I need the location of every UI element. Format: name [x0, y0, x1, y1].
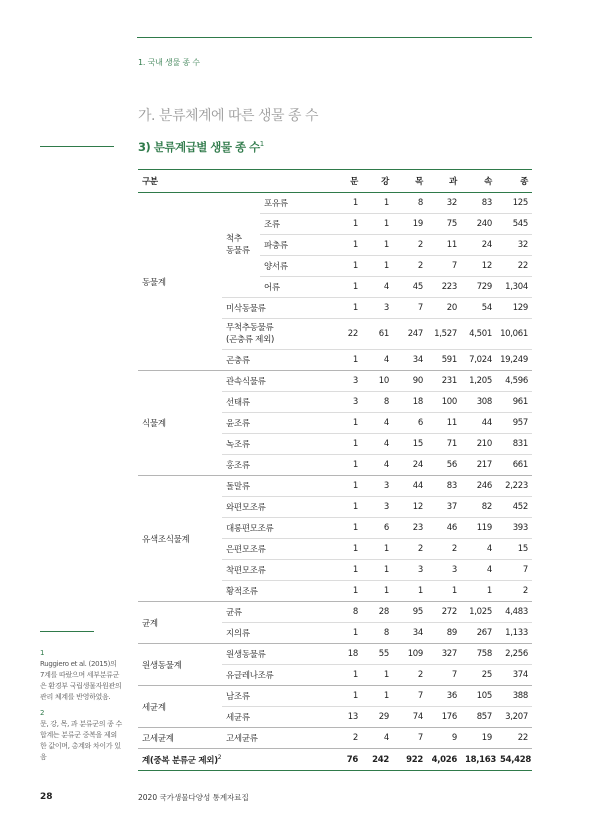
row-label: 균류: [222, 602, 331, 623]
cell-value: 8: [393, 193, 427, 214]
cell-value: 857: [461, 707, 496, 728]
cell-value: 1: [362, 256, 393, 277]
cell-value: 1: [331, 298, 362, 319]
cell-value: 267: [461, 623, 496, 644]
total-value: 76: [331, 749, 362, 771]
cell-value: 1,025: [461, 602, 496, 623]
cell-value: 3: [331, 371, 362, 392]
table-row: [138, 644, 532, 665]
cell-value: 1: [331, 350, 362, 371]
cell-value: 44: [393, 476, 427, 497]
row-label: 착편모조류: [222, 560, 331, 581]
cell-value: 388: [496, 686, 532, 707]
cell-value: 10,061: [496, 319, 532, 350]
cell-value: 105: [461, 686, 496, 707]
cell-value: 1: [331, 581, 362, 602]
cell-value: 210: [461, 434, 496, 455]
cell-value: 1: [362, 581, 393, 602]
row-label: 포유류: [260, 193, 331, 214]
cell-value: 90: [393, 371, 427, 392]
cell-value: 19: [393, 214, 427, 235]
cell-value: 6: [362, 518, 393, 539]
footnote-ref: 2: [217, 753, 222, 761]
total-label: 계(중복 분류군 제외)$^2$: [138, 749, 331, 771]
cell-value: 2: [427, 539, 461, 560]
cell-value: 10: [362, 371, 393, 392]
table-row: [138, 602, 532, 623]
cell-value: 4: [362, 455, 393, 476]
cell-value: 7: [393, 728, 427, 749]
total-row: [138, 749, 532, 771]
cell-value: 1: [331, 518, 362, 539]
cell-value: 1: [393, 581, 427, 602]
table-row: [138, 193, 532, 214]
cell-value: 1: [331, 560, 362, 581]
cell-value: 7: [496, 560, 532, 581]
table-row: [138, 476, 532, 497]
cell-value: 591: [427, 350, 461, 371]
cell-value: 8: [331, 602, 362, 623]
cell-value: 1: [331, 214, 362, 235]
cell-value: 18: [393, 392, 427, 413]
cell-value: 308: [461, 392, 496, 413]
cell-value: 1: [362, 560, 393, 581]
row-label: 대롱편모조류: [222, 518, 331, 539]
cell-value: 374: [496, 665, 532, 686]
cell-value: 55: [362, 644, 393, 665]
cell-value: 95: [393, 602, 427, 623]
cell-value: 1: [331, 539, 362, 560]
cell-value: 7: [393, 298, 427, 319]
col-header: 목: [393, 170, 427, 193]
row-label: 세균류: [222, 707, 331, 728]
cell-value: 3,207: [496, 707, 532, 728]
row-label: 녹조류: [222, 434, 331, 455]
table-row: [138, 686, 532, 707]
cell-value: 327: [427, 644, 461, 665]
cell-value: 82: [461, 497, 496, 518]
cell-value: 8: [362, 392, 393, 413]
cell-value: 240: [461, 214, 496, 235]
cell-value: 12: [393, 497, 427, 518]
cell-value: 22: [331, 319, 362, 350]
cell-value: 4: [461, 539, 496, 560]
cell-value: 54: [461, 298, 496, 319]
row-label: 남조류: [222, 686, 331, 707]
col-header: 과: [427, 170, 461, 193]
cell-value: 4: [362, 434, 393, 455]
group-label: 세균계: [138, 686, 222, 728]
cell-value: 71: [427, 434, 461, 455]
cell-value: 74: [393, 707, 427, 728]
cell-value: 1: [331, 277, 362, 298]
table-header-row: [138, 170, 532, 193]
cell-value: 176: [427, 707, 461, 728]
cell-value: 3: [393, 560, 427, 581]
row-label: 파충류: [260, 235, 331, 256]
cell-value: 7: [393, 686, 427, 707]
cell-value: 119: [461, 518, 496, 539]
footnote-1: 1 Ruggiero et al. (2015)의 7계를 따랐으며 세부분류군은 환경부 국립생물자원관의 관리 체계를 반영하였음.: [40, 649, 122, 701]
cell-value: 2,256: [496, 644, 532, 665]
cell-value: 4,501: [461, 319, 496, 350]
row-label: 고세균류: [222, 728, 331, 749]
group-label: 원생동물계: [138, 644, 222, 686]
cell-value: 1: [427, 581, 461, 602]
cell-value: 44: [461, 413, 496, 434]
row-label: 어류: [260, 277, 331, 298]
cell-value: 19,249: [496, 350, 532, 371]
table-title: 3) 분류계급별 생물 종 수$^1$: [138, 140, 264, 154]
cell-value: 217: [461, 455, 496, 476]
cell-value: 3: [362, 476, 393, 497]
cell-value: 4,596: [496, 371, 532, 392]
cell-value: 32: [427, 193, 461, 214]
cell-value: 393: [496, 518, 532, 539]
cell-value: 24: [461, 235, 496, 256]
cell-value: 125: [496, 193, 532, 214]
group-label: 식물계: [138, 371, 222, 476]
cell-value: 2: [393, 665, 427, 686]
cell-value: 11: [427, 235, 461, 256]
cell-value: 272: [427, 602, 461, 623]
cell-value: 75: [427, 214, 461, 235]
group-label: 유색조식물계: [138, 476, 222, 602]
cell-value: 18: [331, 644, 362, 665]
cell-value: 3: [362, 298, 393, 319]
cell-value: 1,527: [427, 319, 461, 350]
cell-value: 2: [393, 256, 427, 277]
cell-value: 100: [427, 392, 461, 413]
cell-value: 4: [362, 413, 393, 434]
table-row: [138, 728, 532, 749]
cell-value: 1: [331, 434, 362, 455]
cell-value: 2: [331, 728, 362, 749]
row-label: 미삭동물류: [222, 298, 331, 319]
top-rule: [137, 37, 532, 38]
cell-value: 15: [393, 434, 427, 455]
cell-value: 9: [427, 728, 461, 749]
cell-value: 1: [362, 214, 393, 235]
group-label: 균계: [138, 602, 222, 644]
group-label: 동물계: [138, 193, 222, 371]
row-label: 와편모조류: [222, 497, 331, 518]
col-header: 강: [362, 170, 393, 193]
cell-value: 1,205: [461, 371, 496, 392]
species-table: [138, 169, 532, 771]
side-rule: [40, 146, 114, 147]
cell-value: 29: [362, 707, 393, 728]
cell-value: 1: [331, 256, 362, 277]
cell-value: 661: [496, 455, 532, 476]
row-label: 홍조류: [222, 455, 331, 476]
cell-value: 4: [362, 350, 393, 371]
cell-value: 1,304: [496, 277, 532, 298]
row-label: 지의류: [222, 623, 331, 644]
cell-value: 957: [496, 413, 532, 434]
cell-value: 1,133: [496, 623, 532, 644]
row-label: 유글레나조류: [222, 665, 331, 686]
cell-value: 758: [461, 644, 496, 665]
row-label: 윤조류: [222, 413, 331, 434]
cell-value: 4: [461, 560, 496, 581]
cell-value: 247: [393, 319, 427, 350]
cell-value: 12: [461, 256, 496, 277]
cell-value: 1: [331, 665, 362, 686]
cell-value: 83: [461, 193, 496, 214]
total-value: 4,026: [427, 749, 461, 771]
cell-value: 1: [362, 235, 393, 256]
cell-value: 7: [427, 665, 461, 686]
cell-value: 3: [362, 497, 393, 518]
row-label: 무척추동물류 (곤충류 제외): [222, 319, 331, 350]
cell-value: 1: [362, 193, 393, 214]
cell-value: 961: [496, 392, 532, 413]
cell-value: 1: [362, 686, 393, 707]
cell-value: 32: [496, 235, 532, 256]
cell-value: 89: [427, 623, 461, 644]
row-label: 돌말류: [222, 476, 331, 497]
cell-value: 11: [427, 413, 461, 434]
cell-value: 1: [331, 497, 362, 518]
cell-value: 20: [427, 298, 461, 319]
page-number: 28: [40, 792, 53, 802]
cell-value: 3: [331, 392, 362, 413]
table-row: [138, 371, 532, 392]
row-label: 원생동물류: [222, 644, 331, 665]
cell-value: 4: [362, 728, 393, 749]
col-header: 문: [331, 170, 362, 193]
row-label: 은편모조류: [222, 539, 331, 560]
cell-value: 831: [496, 434, 532, 455]
cell-value: 2: [496, 581, 532, 602]
cell-value: 1: [331, 476, 362, 497]
cell-value: 1: [331, 686, 362, 707]
cell-value: 34: [393, 623, 427, 644]
note-rule: [40, 631, 94, 632]
cell-value: 2,223: [496, 476, 532, 497]
cell-value: 23: [393, 518, 427, 539]
cell-value: 3: [427, 560, 461, 581]
section-label: 1. 국내 생물 종 수: [138, 58, 200, 67]
cell-value: 7: [427, 256, 461, 277]
row-label: 관속식물류: [222, 371, 331, 392]
cell-value: 1: [331, 193, 362, 214]
subgroup-label: 척추 동물류: [222, 193, 260, 298]
cell-value: 452: [496, 497, 532, 518]
row-label: 곤충류: [222, 350, 331, 371]
group-label: 고세균계: [138, 728, 222, 749]
cell-value: 223: [427, 277, 461, 298]
total-value: 18,163: [461, 749, 496, 771]
cell-value: 13: [331, 707, 362, 728]
page-title: 가. 분류체계에 따른 생물 종 수: [138, 108, 318, 124]
cell-value: 246: [461, 476, 496, 497]
cell-value: 1: [331, 413, 362, 434]
cell-value: 1: [331, 623, 362, 644]
cell-value: 2: [393, 235, 427, 256]
cell-value: 6: [393, 413, 427, 434]
cell-value: 19: [461, 728, 496, 749]
footnote-2: 2 문, 강, 목, 과 분류군의 종 수 합계는 분류군 중복을 제외한 값이며, 총계와 차이가 있음: [40, 709, 122, 761]
cell-value: 4: [362, 277, 393, 298]
cell-value: 7,024: [461, 350, 496, 371]
footer-source: 2020 국가생물다양성 통계자료집: [138, 793, 249, 802]
col-header: 속: [461, 170, 496, 193]
total-value: 922: [393, 749, 427, 771]
cell-value: 46: [427, 518, 461, 539]
cell-value: 36: [427, 686, 461, 707]
row-label: 양서류: [260, 256, 331, 277]
cell-value: 83: [427, 476, 461, 497]
cell-value: 109: [393, 644, 427, 665]
total-value: 242: [362, 749, 393, 771]
col-header: 종: [496, 170, 532, 193]
cell-value: 2: [393, 539, 427, 560]
cell-value: 231: [427, 371, 461, 392]
row-label: 조류: [260, 214, 331, 235]
cell-value: 34: [393, 350, 427, 371]
cell-value: 37: [427, 497, 461, 518]
cell-value: 25: [461, 665, 496, 686]
cell-value: 1: [461, 581, 496, 602]
row-label: 황적조류: [222, 581, 331, 602]
cell-value: 45: [393, 277, 427, 298]
cell-value: 1: [331, 455, 362, 476]
row-label: 선태류: [222, 392, 331, 413]
cell-value: 56: [427, 455, 461, 476]
cell-value: 729: [461, 277, 496, 298]
cell-value: 15: [496, 539, 532, 560]
cell-value: 1: [331, 235, 362, 256]
cell-value: 24: [393, 455, 427, 476]
cell-value: 22: [496, 256, 532, 277]
cell-value: 22: [496, 728, 532, 749]
cell-value: 1: [362, 665, 393, 686]
cell-value: 545: [496, 214, 532, 235]
col-header: 구분: [138, 170, 331, 193]
cell-value: 4,483: [496, 602, 532, 623]
total-value: 54,428: [496, 749, 532, 771]
cell-value: 61: [362, 319, 393, 350]
cell-value: 1: [362, 539, 393, 560]
cell-value: 129: [496, 298, 532, 319]
cell-value: 8: [362, 623, 393, 644]
cell-value: 28: [362, 602, 393, 623]
